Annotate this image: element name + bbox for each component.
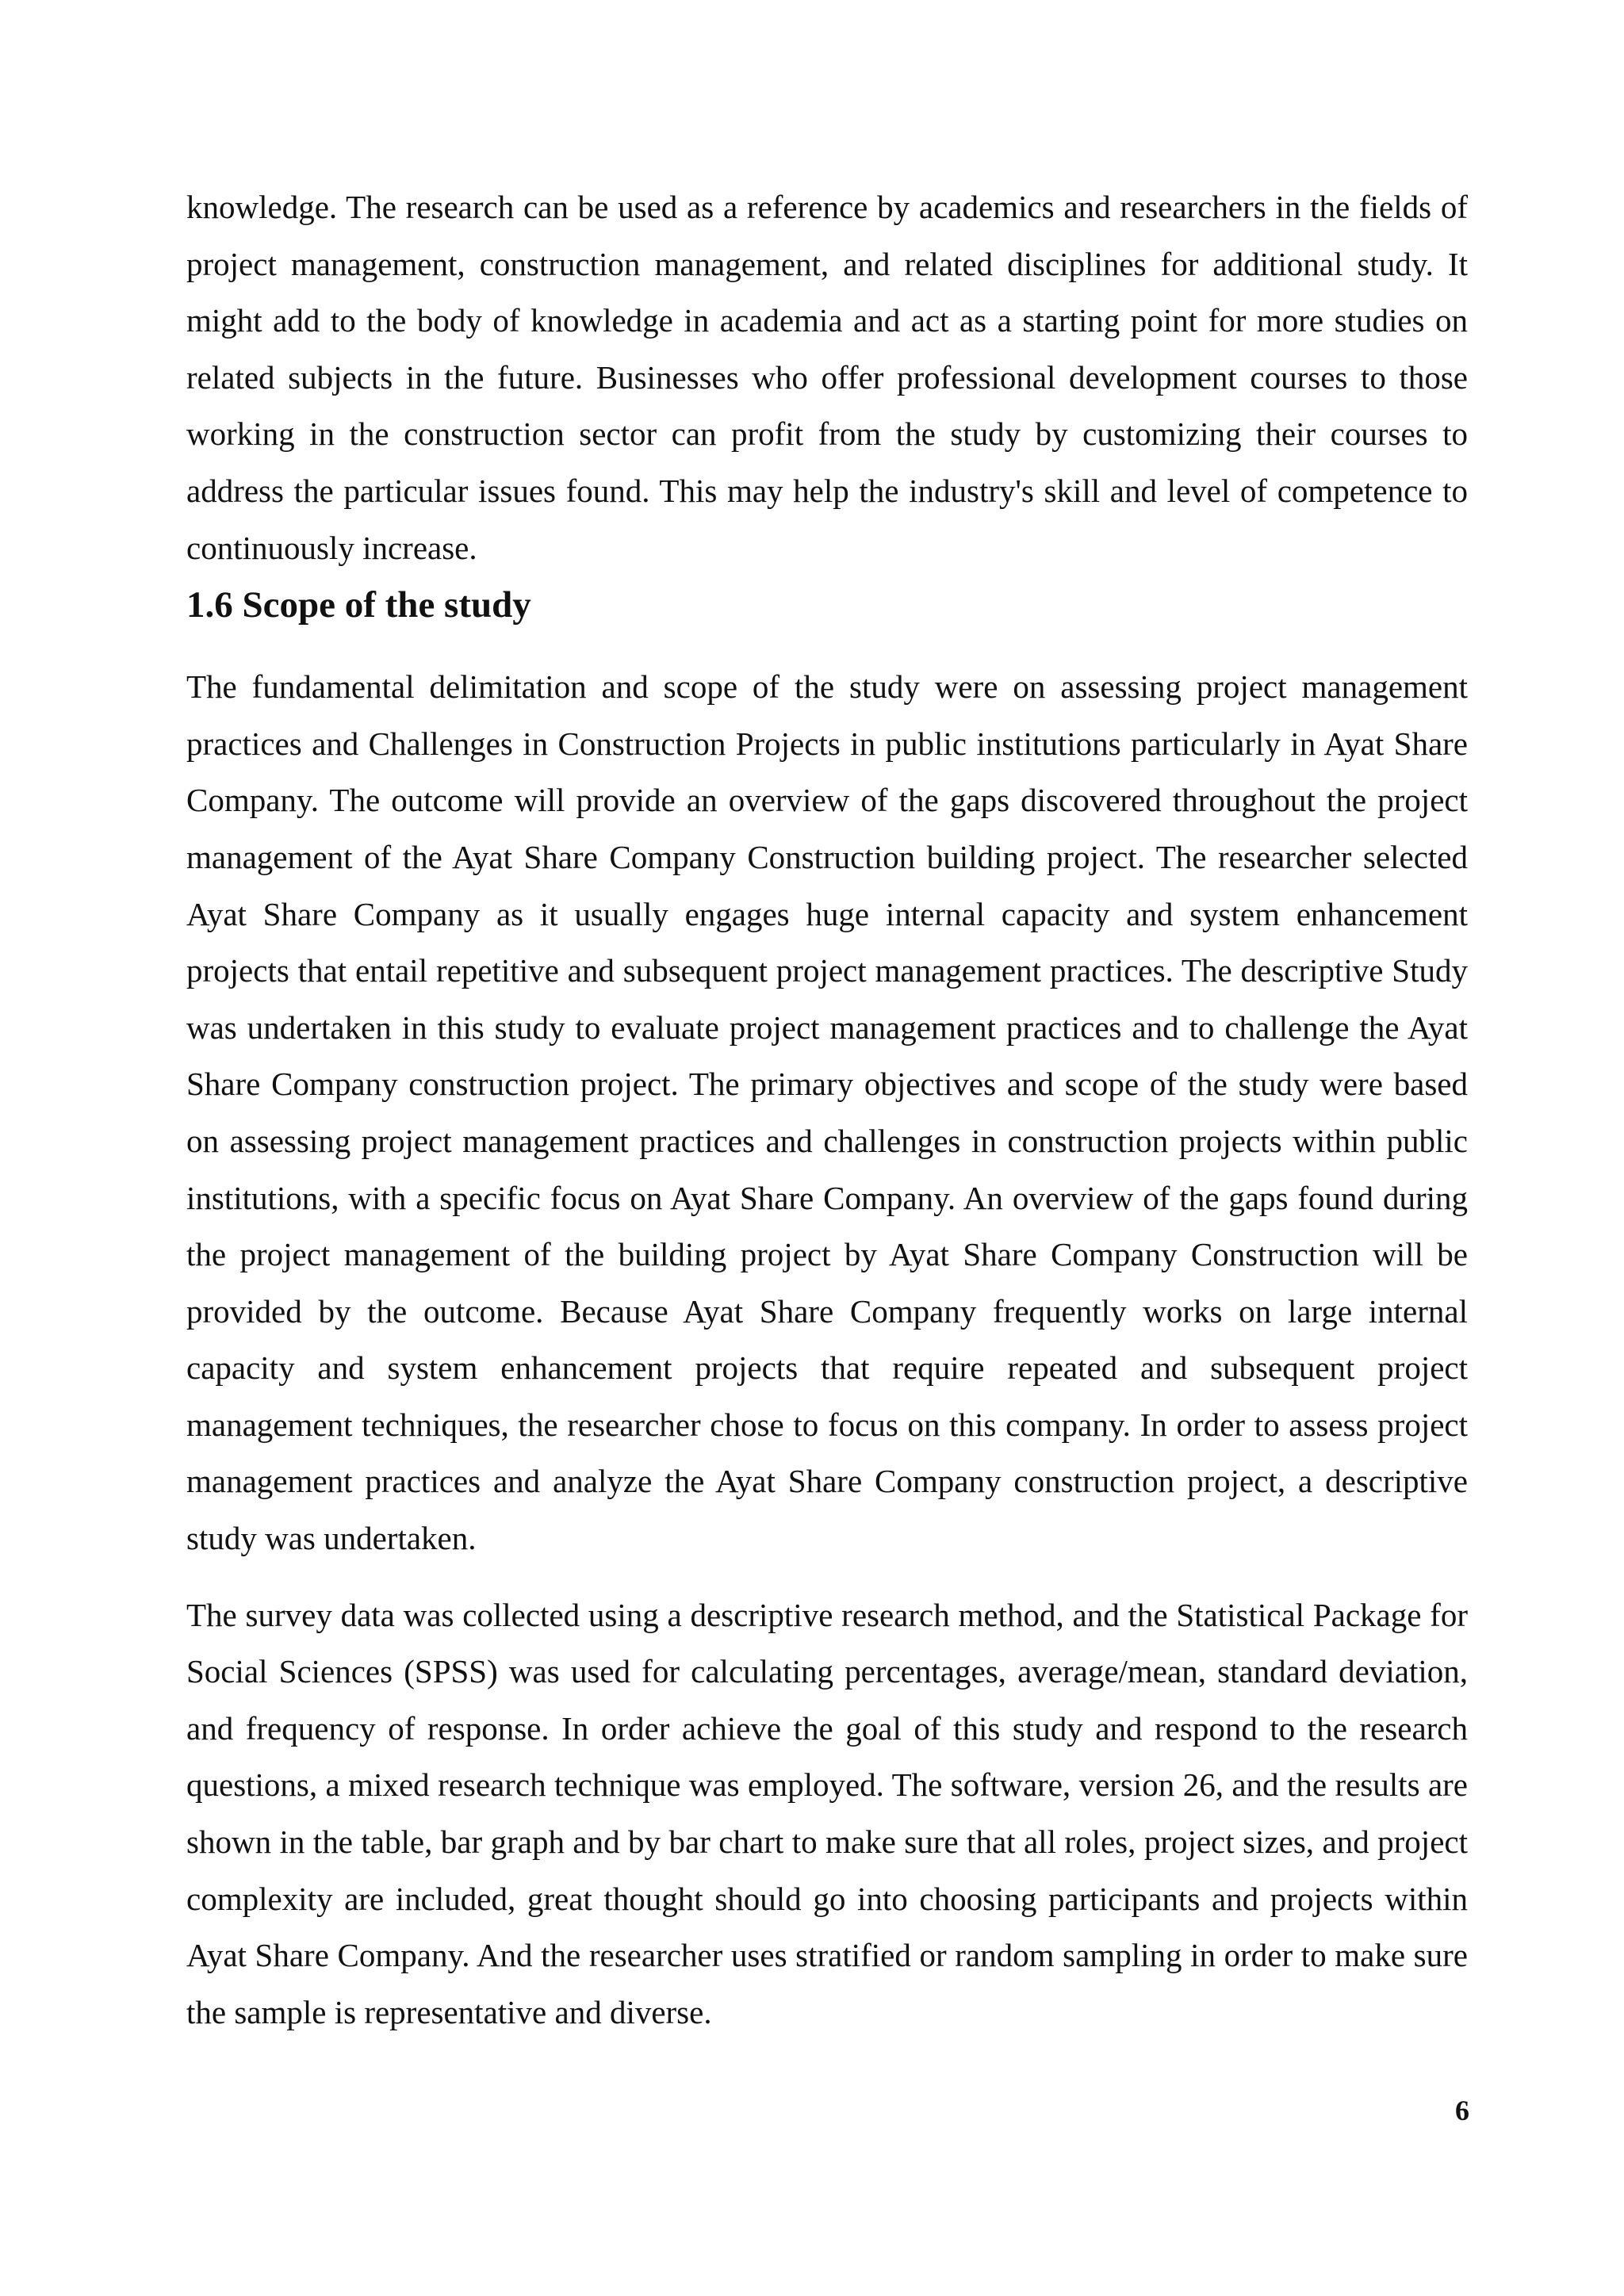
- section-heading: 1.6 Scope of the study: [186, 584, 531, 626]
- scope-paragraph-2: The survey data was collected using a descriptive research method, and the Statistical Package for Social Sciences (SPSS) was used for calculating percentages, average/mean, standard deviation, and frequency of response. In order achieve the goal of this study and respond to the research questions, a mixed research technique was employed. The software, version 26, and the results are shown in the table, bar graph and by bar chart to make sure that all roles, project sizes, and project complexity are included, great thought should go into choosing participants and projects within Ayat Share Company. And the researcher uses stratified or random sampling in order to make sure the sample is representative and diverse.: [186, 1596, 1468, 2030]
- intro-paragraph: knowledge. The research can be used as a reference by academics and researchers in the fields of project management, construction management, and related disciplines for additional study. It might add to the body of knowledge in academia and act as a starting point for more studies on related subjects in the future. Businesses who offer professional development courses to those working in the construction sector can profit from the study by customizing their courses to address the particular issues found. This may help the industry's skill and level of competence to continuously increase.: [186, 189, 1468, 566]
- page-content: [186, 179, 1468, 2041]
- page-number: 6: [1455, 2095, 1469, 2126]
- scope-paragraph-1: The fundamental delimitation and scope of the study were on assessing project management practices and Challenges in Construction Projects in public institutions particularly in Ayat Share Company. The outcome will provide an overview of the gaps discovered throughout the project management of the Ayat Share Company Construction building project. The researcher selected Ayat Share Company as it usually engages huge internal capacity and system enhancement projects that entail repetitive and subsequent project management practices. The descriptive Study was undertaken in this study to evaluate project management practices and to challenge the Ayat Share Company construction project. The primary objectives and scope of the study were based on assessing project management practices and challenges in construction projects within public institutions, with a specific focus on Ayat Share Company. An overview of the gaps found during the project management of the building project by Ayat Share Company Construction will be provided by the outcome. Because Ayat Share Company frequently works on large internal capacity and system enhancement projects that require repeated and subsequent project management techniques, the researcher chose to focus on this company. In order to assess project management practices and analyze the Ayat Share Company construction project, a descriptive study was undertaken.: [186, 668, 1468, 1557]
